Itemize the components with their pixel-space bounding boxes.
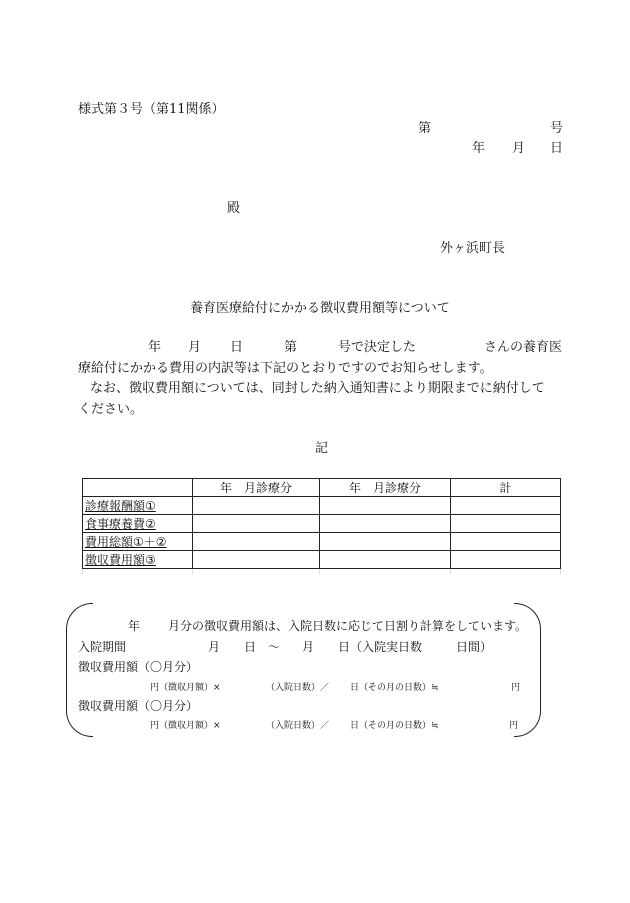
table-cell [193,551,320,569]
period-day-2: 日（入院実日数 [338,640,423,654]
date-year: 年 [472,141,486,156]
issuer: 外ヶ浜町長 [440,241,506,256]
calc-intro-text: 月分の徴収費用額は、入院日数に応じて日割り計算をしています。 [168,619,528,633]
table-cell [451,497,561,515]
table-header-cell [83,479,193,497]
table-spacer-row [83,569,561,575]
table-cell [320,497,451,515]
fee-label-2: 徴収費用額（〇月分） [78,699,199,713]
table-cell [320,515,451,533]
period-month-2: 月 [302,640,315,654]
table-row [83,515,561,533]
formula-1-month: 日（その月の日数）≒ [350,683,439,693]
formula-1-yen: 円（徴収月額）× [150,683,221,693]
formula-2-days: （入院日数）／ [266,721,330,731]
period-month-1: 月 [208,640,221,654]
table-cell [451,551,561,569]
formula-2-month: 日（その月の日数）≒ [350,721,439,731]
table-cell [320,551,451,569]
date-month: 月 [512,141,526,156]
body-month: 月 [188,340,202,355]
formula-1-days: （入院日数）／ [266,683,330,693]
row-label: 徴収費用額③ [83,551,193,569]
doc-number-suffix: 号 [550,121,564,136]
addressee-suffix: 殿 [227,201,241,216]
table-header-cell: 計 [451,479,561,497]
note-line1: なお、徴収費用額については、同封した納入通知書により期限までに納付して [90,381,545,396]
form-number: 様式第３号（第11関係） [78,102,225,117]
body-decided: 号で決定した [338,340,417,355]
formula-2-result: 円 [509,721,519,731]
body-san: さんの養育医 [484,340,563,355]
row-label: 診療報酬額① [83,497,193,515]
body-number-prefix: 第 [284,340,298,355]
calc-intro-year: 年 [128,619,141,633]
body-line2: 療給付にかかる費用の内訳等は下記のとおりですのでお知らせします。 [78,361,493,376]
formula-1-result: 円 [511,683,521,693]
table-cell [193,533,320,551]
table-cell [451,533,561,551]
document-title: 養育医療給付にかかる徴収費用額等について [190,301,450,316]
ki-heading: 記 [315,441,329,456]
row-label: 費用総額①＋② [83,533,193,551]
table-header-row [83,479,561,497]
period-end: 日間） [456,640,493,654]
note-line2: ください。 [78,402,144,417]
fee-label-1: 徴収費用額（〇月分） [78,660,199,674]
fee-table [82,478,561,574]
table-cell [451,515,561,533]
formula-2-yen: 円（徴収月額）× [150,721,221,731]
period-day-1: 日 [244,640,257,654]
body-year: 年 [148,340,162,355]
date-day: 日 [550,141,564,156]
table-cell [193,515,320,533]
table-header-cell: 年 月診療分 [193,479,320,497]
table-row [83,551,561,569]
period-tilde: 〜 [268,640,281,654]
doc-number-prefix: 第 [418,121,432,136]
row-label: 食事療養費② [83,515,193,533]
period-label: 入院期間 [78,640,127,654]
table-row [83,533,561,551]
table-row [83,497,561,515]
body-day: 日 [230,340,244,355]
table-cell [320,533,451,551]
table-cell [193,497,320,515]
table-header-cell: 年 月診療分 [320,479,451,497]
